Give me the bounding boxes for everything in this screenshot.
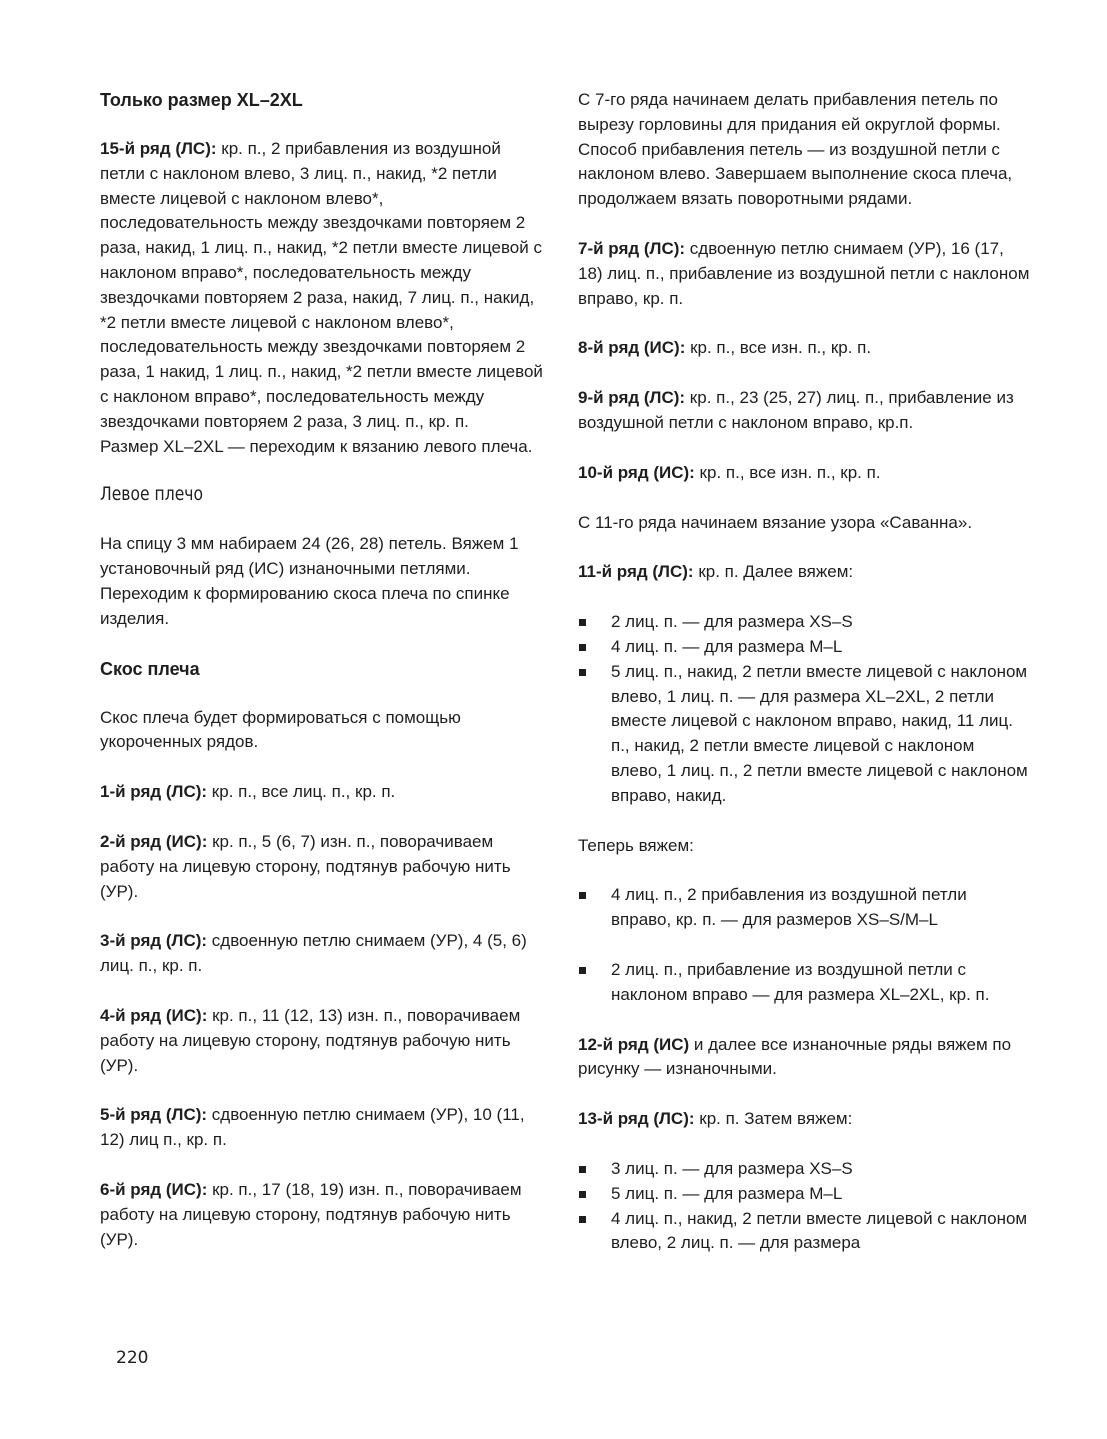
- list-item: 3 лиц. п. — для размера XS–S: [578, 1157, 1030, 1182]
- row-3-paragraph: [100, 929, 548, 979]
- left-column: [100, 88, 548, 1252]
- row-label: 2-й ряд (ИС):: [100, 831, 208, 851]
- row-6-paragraph: [100, 1178, 548, 1252]
- row-label: 3-й ряд (ЛС):: [100, 931, 208, 951]
- row-text: кр. п., 11 (12, 13) изн. п., поворачиваем работу на лицевую сторону, подтянув рабочую нить (УР).: [100, 1005, 521, 1075]
- row-label: 10-й ряд (ИС):: [578, 462, 695, 482]
- now-knit-text: Теперь вяжем:: [578, 835, 694, 855]
- row-text: сдвоенную петлю снимаем (УР), 4 (5, 6) лиц. п., кр. п.: [100, 931, 527, 976]
- row-text: кр. п., все изн. п., кр. п.: [685, 338, 872, 358]
- row-10-paragraph: [578, 461, 1030, 486]
- row-11-paragraph: [578, 560, 1030, 585]
- row-7-paragraph: [578, 237, 1030, 311]
- row-5-paragraph: [100, 1103, 548, 1153]
- row-15-text: кр. п., 2 прибавления из воздушной петли с наклоном влево, 3 лиц. п., накид, *2 петли вместе лицевой с наклоном влево*, последовательность между звездочками повторяем 2 раза, накид, 1 лиц. п., накид, *2 петли вместе лицевой с наклоном вправо*, последовательность между звездочками повторяем 2 раза, накид, 7 лиц. п., накид, *2 петли вместе лицевой с наклоном влево*, последовательность между звездочками повторяем 2 раза, 1 накид, 1 лиц. п., накид, *2 петли вместе лицевой с наклоном вправо*, последовательность между звездочками повторяем 2 раза, 3 лиц. п., кр. п.: [100, 139, 543, 431]
- neckline-intro: С 7-го ряда начинаем делать прибавления петель по вырезу горловины для придания ей округлой формы. Способ прибавления петель — из воздушной петли с наклоном влево. Завершаем выполнение скоса плеча, продолжаем вязать поворотными рядами.: [578, 90, 1013, 209]
- list-item: 2 лиц. п. — для размера XS–S: [578, 610, 1030, 635]
- list-item: 2 лиц. п., прибавление из воздушной петли с наклоном вправо — для размера XL–2XL, кр. п.: [578, 958, 1030, 1008]
- row-label: 7-й ряд (ЛС):: [578, 238, 686, 258]
- right-column: [578, 88, 1030, 1256]
- row-text: кр. п., 5 (6, 7) изн. п., поворачиваем работу на лицевую сторону, подтянув рабочую нить (УР).: [100, 831, 511, 901]
- row-1-paragraph: [100, 780, 548, 805]
- list-item: 4 лиц. п., 2 прибавления из воздушной петли вправо, кр. п. — для размеров XS–S/M–L: [578, 883, 1030, 933]
- row-label: 4-й ряд (ИС):: [100, 1005, 208, 1025]
- row-15-paragraph: [100, 137, 548, 435]
- now-knit-list-a: [578, 883, 1030, 933]
- row-label: 5-й ряд (ЛС):: [100, 1105, 208, 1125]
- list-item: 5 лиц. п., накид, 2 петли вместе лицевой с наклоном влево, 1 лиц. п. — для размера XL–2XL, 2 петли вместе лицевой с наклоном вправо, накид, 11 лиц. п., накид, 2 петли вместе лицевой с наклоном влево, 1 лиц. п., 2 петли вместе лицевой с наклоном вправо, накид.: [578, 660, 1030, 809]
- section-heading-left-shoulder: Левое плечо: [100, 483, 204, 506]
- row-label: 8-й ряд (ИС):: [578, 338, 686, 358]
- row-13-paragraph: [578, 1107, 1030, 1132]
- list-item: 4 лиц. п., накид, 2 петли вместе лицевой с наклоном влево, 2 лиц. п. — для размера: [578, 1207, 1030, 1257]
- slope-intro: Скос плеча будет формироваться с помощью укороченных рядов.: [100, 707, 461, 752]
- now-knit-list-b: [578, 958, 1030, 1008]
- row-13-size-list: [578, 1157, 1030, 1256]
- row-text: кр. п. Затем вяжем:: [694, 1109, 853, 1129]
- savanna-intro: С 11-го ряда начинаем вязание узора «Саванна».: [578, 512, 973, 532]
- row-text: сдвоенную петлю снимаем (УР), 10 (11, 12) лиц п., кр. п.: [100, 1105, 525, 1150]
- row-text: кр. п., 17 (18, 19) изн. п., поворачиваем работу на лицевую сторону, подтянув рабочую нить (УР).: [100, 1179, 522, 1249]
- row-8-paragraph: [578, 336, 1030, 361]
- row-text: кр. п., 23 (25, 27) лиц. п., прибавление из воздушной петли с наклоном вправо, кр.п.: [578, 388, 1014, 432]
- row-15-label: 15-й ряд (ЛС):: [100, 139, 217, 158]
- row-label: 9-й ряд (ЛС):: [578, 388, 686, 408]
- size-note: Размер XL–2XL — переходим к вязанию левого плеча.: [100, 436, 533, 456]
- row-4-paragraph: [100, 1004, 548, 1078]
- cast-on-paragraph: На спицу 3 мм набираем 24 (26, 28) петель. Вяжем 1 установочный ряд (ИС) изнаночными петлями. Переходим к формированию скоса плеча по спинке изделия.: [100, 534, 519, 628]
- row-label: 1-й ряд (ЛС):: [100, 782, 208, 802]
- row-text: кр. п., все лиц. п., кр. п.: [207, 782, 396, 802]
- row-text: и далее все изнаночные ряды вяжем по рисунку — изнаночными.: [578, 1034, 1012, 1079]
- list-item: 5 лиц. п. — для размера M–L: [578, 1182, 1030, 1207]
- list-item: 4 лиц. п. — для размера M–L: [578, 635, 1030, 660]
- heading-shoulder-slope: Скос плеча: [100, 658, 200, 679]
- row-label: 6-й ряд (ИС):: [100, 1179, 208, 1199]
- row-label: 13-й ряд (ЛС):: [578, 1109, 695, 1129]
- row-9-paragraph: [578, 386, 1030, 436]
- row-label: 12-й ряд (ИС): [578, 1034, 690, 1054]
- heading-size-xl: Только размер XL–2XL: [100, 90, 303, 110]
- row-12-paragraph: [578, 1033, 1030, 1083]
- row-text: кр. п., все изн. п., кр. п.: [694, 462, 881, 482]
- row-2-paragraph: [100, 830, 548, 904]
- row-label: 11-й ряд (ЛС):: [578, 562, 694, 582]
- row-text: кр. п. Далее вяжем:: [693, 562, 854, 582]
- row-11-size-list: [578, 610, 1030, 808]
- page-number: 220: [116, 1348, 149, 1368]
- row-text: сдвоенную петлю снимаем (УР), 16 (17, 18) лиц. п., прибавление из воздушной петли с наклоном вправо, кр. п.: [578, 238, 1030, 308]
